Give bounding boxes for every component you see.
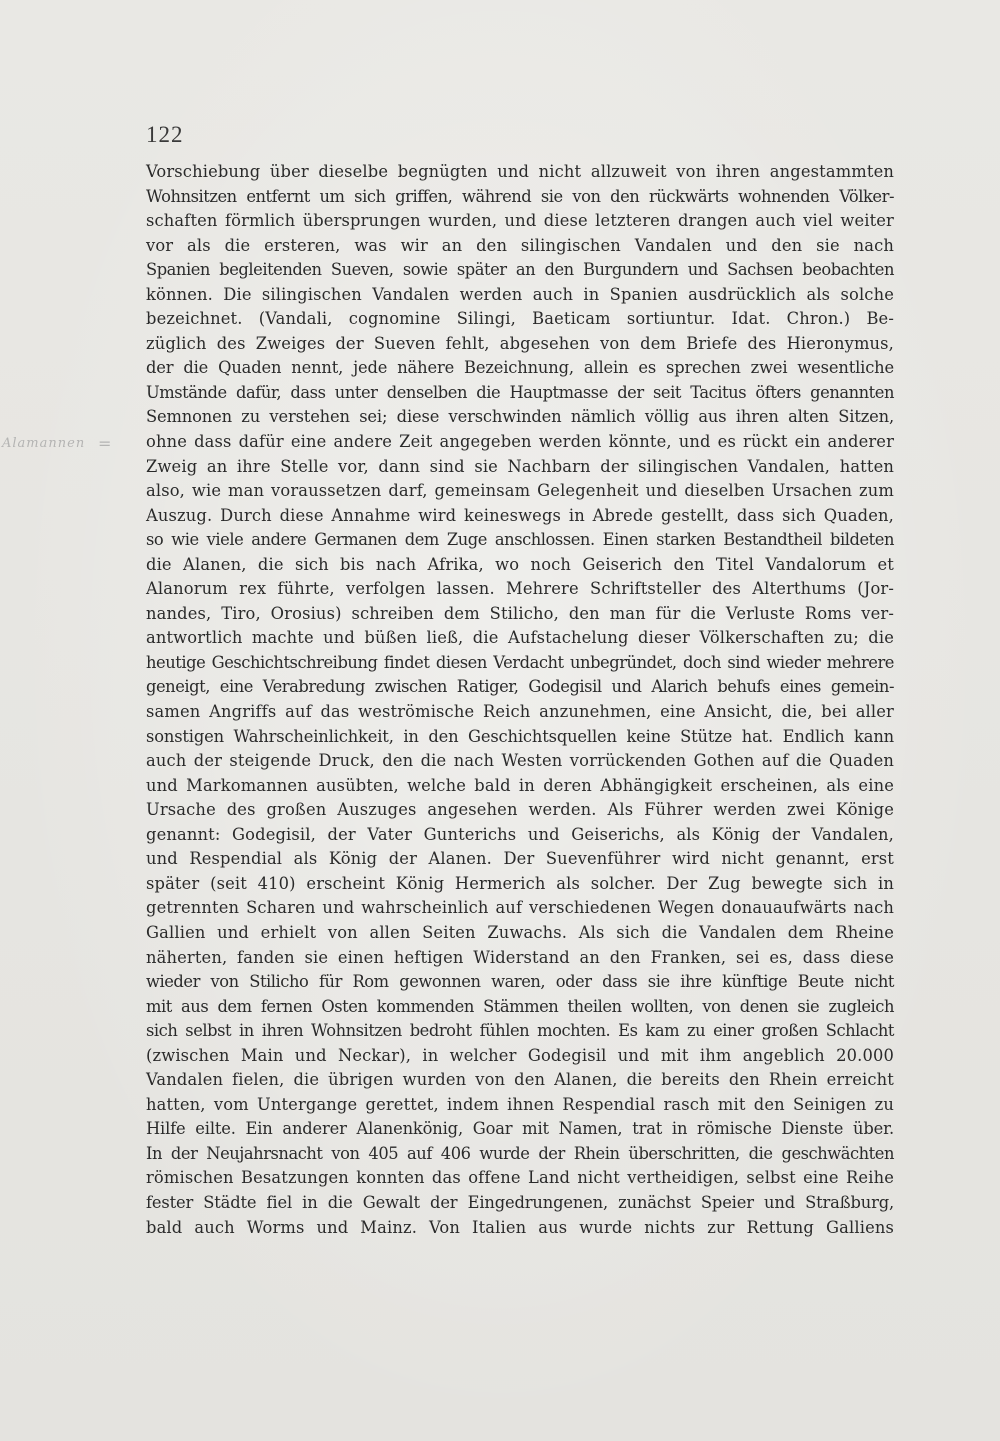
- text-line: römischen Besatzungen konnten das offene Land nicht vertheidigen, selbst eine Reihe: [146, 1168, 894, 1188]
- text-line: geneigt, eine Verabredung zwischen Ratiger, Godegisil und Alarich behufs eines gemein-: [146, 677, 894, 697]
- text-line: Wohnsitzen entfernt um sich griffen, während sie von den rückwärts wohnenden Völker-: [146, 186, 894, 206]
- text-line: Auszug. Durch diese Annahme wird keineswegs in Abrede gestellt, dass sich Quaden,: [146, 505, 894, 525]
- text-line: In der Neujahrsnacht von 405 auf 406 wurde der Rhein überschritten, die geschwächten: [146, 1143, 894, 1163]
- text-line: der die Quaden nennt, jede nähere Bezeichnung, allein es sprechen zwei wesentliche: [146, 358, 894, 378]
- text-line: getrennten Scharen und wahrscheinlich auf verschiedenen Wegen donauaufwärts nach: [146, 898, 894, 918]
- text-line: Gallien und erhielt von allen Seiten Zuwachs. Als sich die Vandalen dem Rheine: [146, 922, 894, 942]
- text-line: später (seit 410) erscheint König Hermerich als solcher. Der Zug bewegte sich in: [146, 873, 894, 893]
- text-line: also, wie man voraussetzen darf, gemeinsam Gelegenheit und dieselben Ursachen zum: [146, 481, 894, 501]
- text-line: Hilfe eilte. Ein anderer Alanenkönig, Goar mit Namen, trat in römische Dienste über.: [146, 1119, 894, 1139]
- text-line: antwortlich machte und büßen ließ, die Aufstachelung dieser Völkerschaften zu; die: [146, 628, 894, 648]
- text-line: und Respendial als König der Alanen. Der Suevenführer wird nicht genannt, erst: [146, 849, 894, 869]
- text-line: sich selbst in ihren Wohnsitzen bedroht fühlen mochten. Es kam zu einer großen Schlacht: [146, 1021, 894, 1041]
- text-line: Umstände dafür, dass unter denselben die Hauptmasse der seit Tacitus öfters genannten: [146, 382, 894, 402]
- text-line: fester Städte fiel in die Gewalt der Eingedrungenen, zunächst Speier und Straßburg,: [146, 1192, 894, 1212]
- text-line: samen Angriffs auf das weströmische Reich anzunehmen, eine Ansicht, die, bei aller: [146, 702, 894, 722]
- text-line: Alanorum rex führte, verfolgen lassen. Mehrere Schriftsteller des Alterthums (Jor-: [146, 579, 894, 599]
- text-line: Spanien begleitenden Sueven, sowie später an den Burgundern und Sachsen beobachten: [146, 260, 894, 280]
- pencil-margin-note: [0, 434, 130, 460]
- text-line: die Alanen, die sich bis nach Afrika, wo noch Geiserich den Titel Vandalorum et: [146, 554, 894, 574]
- text-line: ohne dass dafür eine andere Zeit angegeben werden könnte, und es rückt ein anderer: [146, 432, 894, 452]
- text-line: näherten, fanden sie einen heftigen Widerstand an den Franken, sei es, dass diese: [146, 947, 894, 967]
- text-line: mit aus dem fernen Osten kommenden Stämmen theilen wollten, von denen sie zugleich: [146, 996, 894, 1016]
- text-line: können. Die silingischen Vandalen werden auch in Spanien ausdrücklich als solche: [146, 284, 894, 304]
- text-line: hatten, vom Untergange gerettet, indem ihnen Respendial rasch mit den Seinigen zu: [146, 1094, 894, 1114]
- margin-note-mark: =: [98, 434, 113, 453]
- text-line: und Markomannen ausübten, welche bald in deren Abhängigkeit erscheinen, als eine: [146, 775, 894, 795]
- text-line: sonstigen Wahrscheinlichkeit, in den Geschichtsquellen keine Stütze hat. Endlich kann: [146, 726, 894, 746]
- text-line: nandes, Tiro, Orosius) schreiben dem Stilicho, den man für die Verluste Roms ver-: [146, 603, 894, 623]
- page-number: 122: [146, 122, 184, 147]
- text-line: vor als die ersteren, was wir an den silingischen Vandalen und den sie nach: [146, 235, 894, 255]
- body-text: [146, 160, 894, 1240]
- text-line: Vorschiebung über dieselbe begnügten und nicht allzuweit von ihren angestammten: [146, 162, 894, 181]
- text-line: (zwischen Main und Neckar), in welcher Godegisil und mit ihm angeblich 20.000: [146, 1045, 894, 1065]
- text-line: züglich des Zweiges der Sueven fehlt, abgesehen von dem Briefe des Hieronymus,: [146, 333, 894, 353]
- text-line: wieder von Stilicho für Rom gewonnen waren, oder dass sie ihre künftige Beute nicht: [146, 972, 894, 992]
- text-line: auch der steigende Druck, den die nach Westen vorrückenden Gothen auf die Quaden: [146, 751, 894, 771]
- text-line: Vandalen fielen, die übrigen wurden von den Alanen, die bereits den Rhein erreicht: [146, 1070, 894, 1090]
- text-line: genannt: Godegisil, der Vater Gunterichs und Geiserichs, als König der Vandalen,: [146, 824, 894, 844]
- margin-note-text: Alamannen: [2, 436, 86, 451]
- text-line: schaften förmlich übersprungen wurden, und diese letzteren drangen auch viel weiter: [146, 211, 894, 231]
- text-line: bald auch Worms und Mainz. Von Italien aus wurde nichts zur Rettung Galliens: [146, 1217, 894, 1237]
- text-line: heutige Geschichtschreibung findet diesen Verdacht unbegründet, doch sind wieder mehrere: [146, 652, 894, 672]
- text-line: Semnonen zu verstehen sei; diese verschwinden nämlich völlig aus ihren alten Sitzen,: [146, 407, 894, 427]
- text-line: so wie viele andere Germanen dem Zuge anschlossen. Einen starken Bestandtheil bildeten: [146, 530, 894, 550]
- text-line: Zweig an ihre Stelle vor, dann sind sie Nachbarn der silingischen Vandalen, hatten: [146, 456, 894, 476]
- text-line: bezeichnet. (Vandali, cognomine Silingi, Baeticam sortiuntur. Idat. Chron.) Be-: [146, 309, 894, 329]
- text-line: Ursache des großen Auszuges angesehen werden. Als Führer werden zwei Könige: [146, 800, 894, 820]
